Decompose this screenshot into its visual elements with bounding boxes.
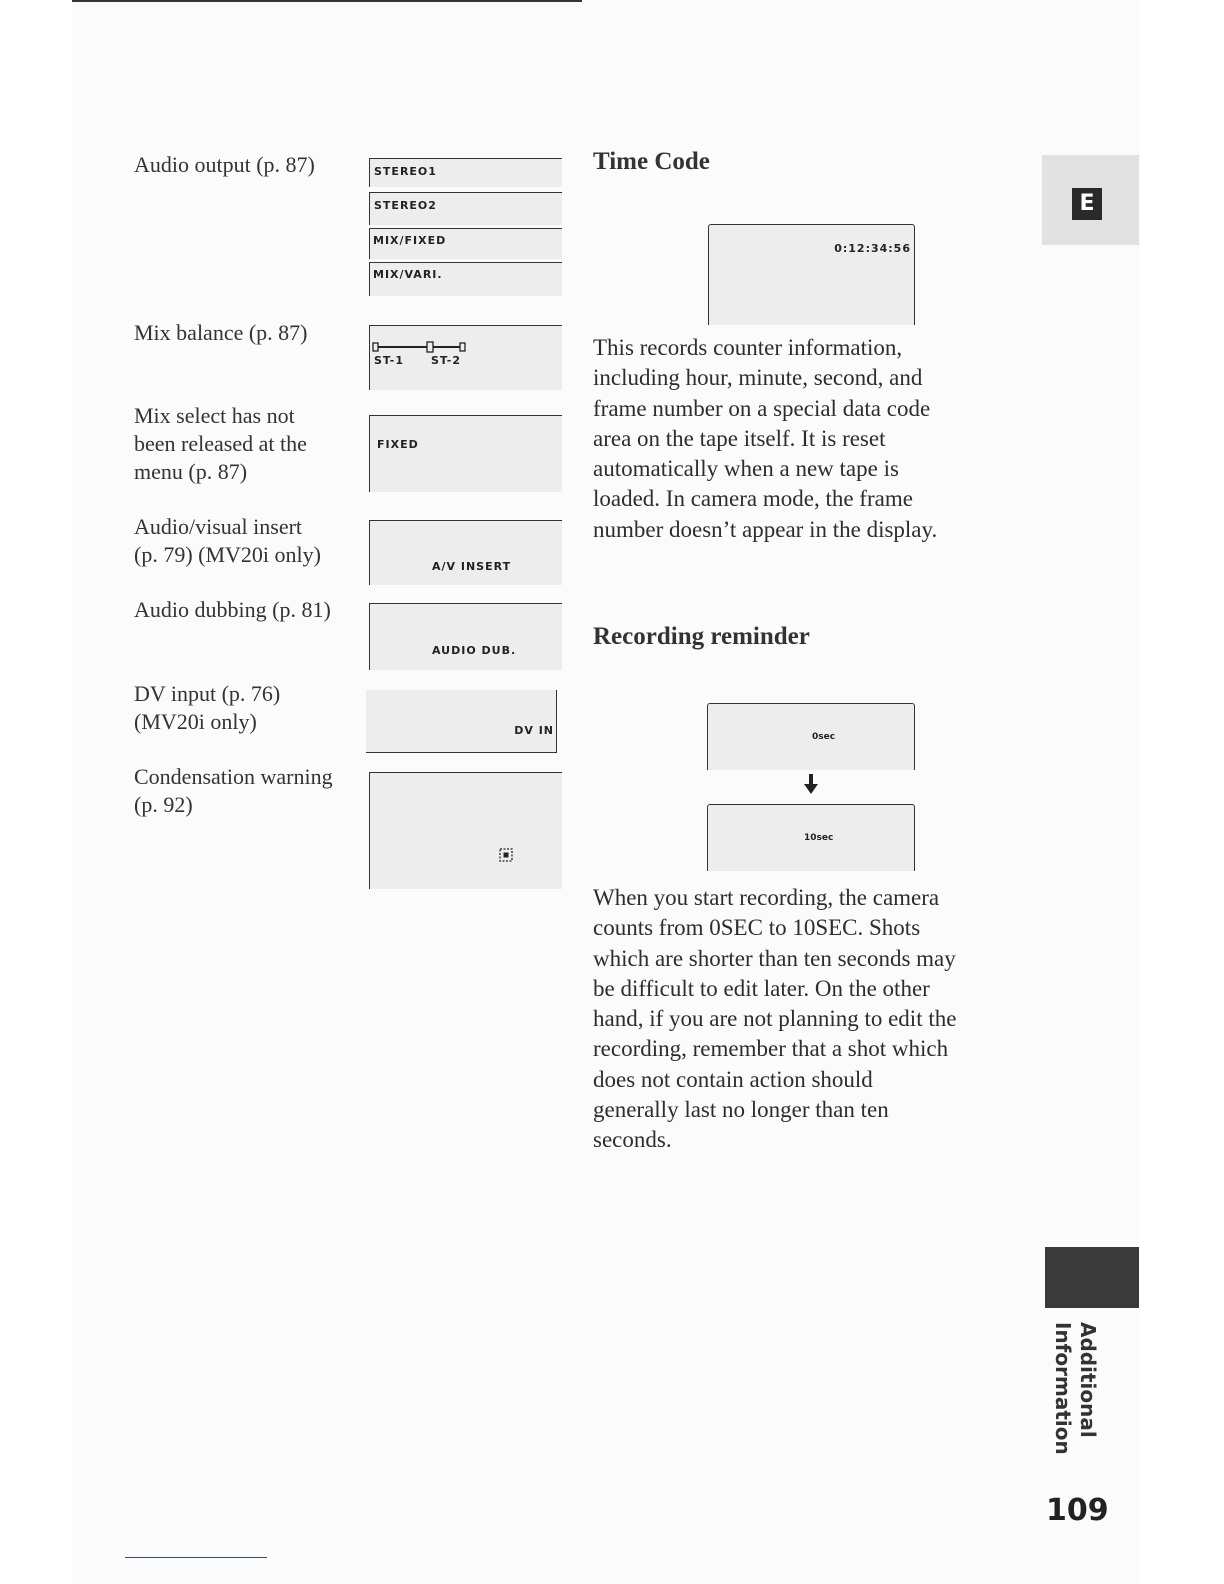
lcd-stereo1	[369, 158, 562, 187]
recording-reminder-line: hand, if you are not planning to edit the	[593, 1006, 957, 1032]
label-mix-select-3: menu (p. 87)	[134, 459, 248, 484]
label-dv-input-1: DV input (p. 76)	[134, 681, 281, 706]
lcd-fixed-text: FIXED	[377, 438, 419, 451]
lcd-audio-dub-text: AUDIO DUB.	[432, 644, 517, 657]
time-code-line: number doesn’t appear in the display.	[593, 516, 938, 542]
lcd-stereo1-text: STEREO1	[374, 165, 437, 178]
section-tab-line-1: Additional	[1076, 1322, 1100, 1438]
time-code-line: This records counter information,	[593, 335, 903, 360]
recording-reminder-line: be difficult to edit later. On the other	[593, 975, 930, 1001]
label-audio-dubbing: Audio dubbing (p. 81)	[134, 597, 331, 622]
label-mix-select-2: been released at the	[134, 431, 307, 456]
recording-reminder-line: recording, remember that a shot which	[593, 1036, 949, 1062]
down-arrow-icon	[802, 772, 820, 796]
lcd-stereo2	[369, 192, 562, 225]
lcd-rec-end	[707, 804, 915, 871]
section-tab-block	[1045, 1247, 1139, 1308]
lcd-mix-vari	[369, 262, 562, 296]
label-mix-balance: Mix balance (p. 87)	[134, 320, 308, 345]
lcd-st2-text: ST-2	[431, 354, 462, 367]
section-tab-line-2: Information	[1051, 1322, 1075, 1455]
language-tab-letter: E	[1072, 188, 1102, 220]
lcd-mix-fixed-text: MIX/FIXED	[373, 234, 447, 247]
time-code-paragraph	[593, 333, 1033, 545]
time-code-line: automatically when a new tape is	[593, 456, 899, 482]
section-tab-label	[1050, 1322, 1100, 1455]
lcd-stereo2-text: STEREO2	[374, 199, 437, 212]
time-code-line: frame number on a special data code	[593, 395, 931, 421]
lcd-rec-end-text: 10sec	[804, 833, 834, 843]
recording-reminder-line: When you start recording, the camera	[593, 885, 940, 910]
time-code-heading: Time Code	[593, 148, 710, 175]
label-av-insert-1: Audio/visual insert	[134, 514, 303, 539]
lcd-mix-fixed	[369, 228, 562, 259]
label-condensation-2: (p. 92)	[134, 792, 193, 817]
label-condensation-1: Condensation warning	[134, 764, 333, 789]
lcd-rec-start-text: 0sec	[812, 732, 836, 742]
recording-reminder-line: counts from 0SEC to 10SEC. Shots	[593, 915, 921, 941]
condensation-icon	[498, 847, 514, 863]
lcd-dv-in	[366, 690, 557, 753]
recording-reminder-line: seconds.	[593, 1127, 672, 1153]
lcd-dv-in-text: DV IN	[514, 724, 554, 737]
top-rule	[72, 0, 582, 2]
lcd-audio-dub	[369, 603, 562, 670]
time-code-line: loaded. In camera mode, the frame	[593, 486, 913, 512]
recording-reminder-line: generally last no longer than ten	[593, 1097, 889, 1123]
bottom-rule	[125, 1557, 267, 1558]
time-code-line: including hour, minute, second, and	[593, 365, 923, 391]
lcd-time-code	[708, 224, 915, 325]
balance-slider-graphic	[372, 340, 472, 354]
label-dv-input-2: (MV20i only)	[134, 709, 257, 734]
lcd-st1-text: ST-1	[374, 354, 405, 367]
lcd-mix-balance	[369, 325, 562, 390]
label-audio-output: Audio output (p. 87)	[134, 152, 315, 177]
lcd-condensation	[369, 772, 562, 889]
lcd-rec-start	[707, 703, 915, 770]
recording-reminder-paragraph	[593, 883, 1033, 1156]
lcd-av-insert-text: A/V INSERT	[432, 560, 512, 573]
recording-reminder-line: does not contain action should	[593, 1066, 873, 1092]
lcd-av-insert	[369, 520, 562, 585]
lcd-fixed	[369, 415, 562, 492]
recording-reminder-line: which are shorter than ten seconds may	[593, 945, 956, 971]
lcd-time-code-text: 0:12:34:56	[834, 242, 911, 255]
label-av-insert-2: (p. 79) (MV20i only)	[134, 542, 321, 567]
lcd-mix-vari-text: MIX/VARI.	[373, 268, 443, 281]
time-code-line: area on the tape itself. It is reset	[593, 425, 886, 451]
language-tab	[1042, 155, 1139, 245]
page-number: 109	[1046, 1493, 1109, 1528]
manual-page	[72, 0, 1140, 1584]
recording-reminder-heading: Recording reminder	[593, 623, 810, 650]
label-mix-select-1: Mix select has not	[134, 403, 295, 428]
